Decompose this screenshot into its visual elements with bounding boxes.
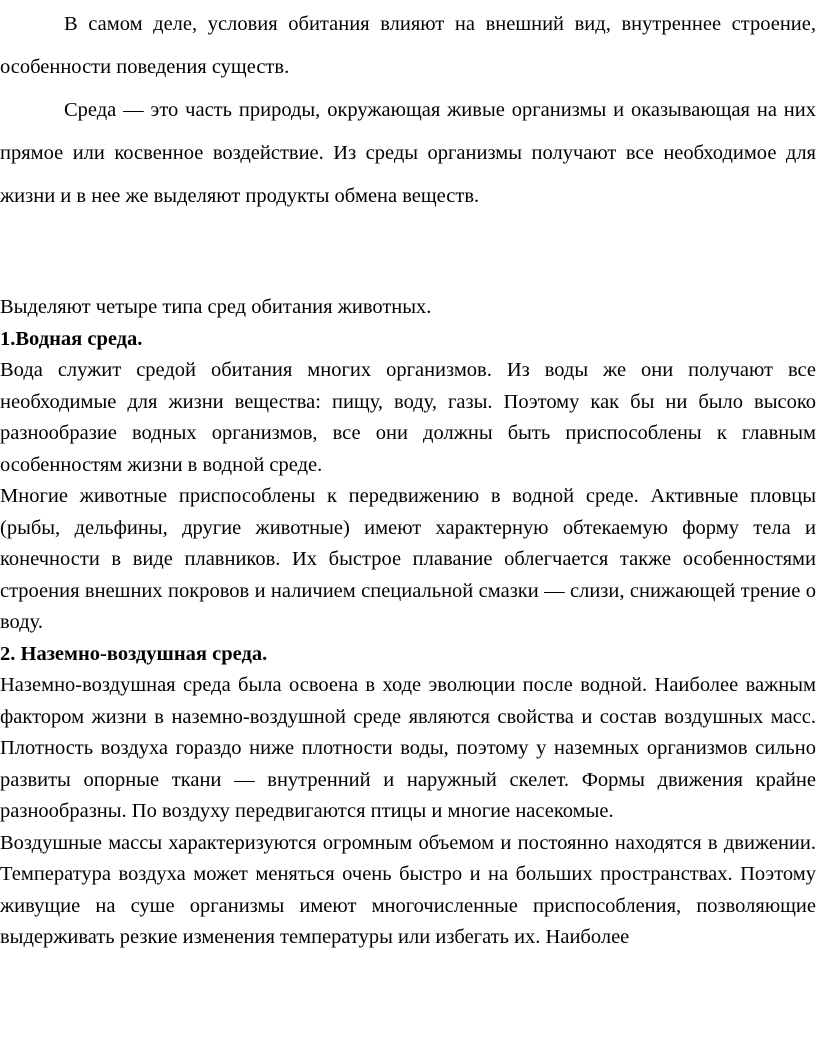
section-2-paragraph-2: Воздушные массы характеризуются огромным объемом и постоянно находятся в движении. Температура воздуха может меняться очень быстро и на больших пространствах. Поэтому живущие на суше организмы имеют многочисленные приспособления, позволяющие выдерживать резкие изменения температуры или избегать их. Наиболее bbox=[0, 831, 816, 948]
section-1-heading: 1.Водная среда. bbox=[0, 327, 143, 350]
intro-paragraph-1: В самом деле, условия обитания влияют на внешний вид, внутреннее строение, особенности поведения существ. bbox=[0, 13, 816, 78]
section-1-paragraph-1: Вода служит средой обитания многих организмов. Из воды же они получают все необходимые для жизни вещества: пищу, воду, газы. Поэтому как бы ни было высоко разнообразие водных организмов, все они должны быть приспособлены к главным особенностям жизни в водной среде. bbox=[0, 359, 816, 476]
section-1-paragraph-2: Многие животные приспособлены к передвижению в водной среде. Активные пловцы (рыбы, дельфины, другие животные) имеют характерную обтекаемую форму тела и конечности в виде плавников. Их быстрое плавание облегчается также особенностями строения внешних покровов и наличием специальной смазки — слизи, снижающей трение о воду. bbox=[0, 485, 816, 633]
intro-paragraph-2: Среда — это часть природы, окружающая живые организмы и оказывающая на них прямое или косвенное воздействие. Из среды организмы получают все необходимое для жизни и в нее же выделяют продукты обмена веществ. bbox=[0, 99, 816, 207]
body-block bbox=[0, 292, 816, 954]
section-2-heading: 2. Наземно-воздушная среда. bbox=[0, 642, 268, 665]
section-2-paragraph-1: Наземно-воздушная среда была освоена в ходе эволюции после водной. Наиболее важным фактором жизни в наземно-воздушной среде являются свойства и состав воздушных масс. Плотность воздуха гораздо ниже плотности воды, поэтому у наземных организмов сильно развиты опорные ткани — внутренний и наружный скелет. Формы движения крайне разнообразны. По воздуху передвигаются птицы и многие насекомые. bbox=[0, 674, 816, 822]
lead-paragraph: Выделяют четыре типа сред обитания животных. bbox=[0, 296, 432, 318]
intro-block bbox=[0, 3, 816, 218]
